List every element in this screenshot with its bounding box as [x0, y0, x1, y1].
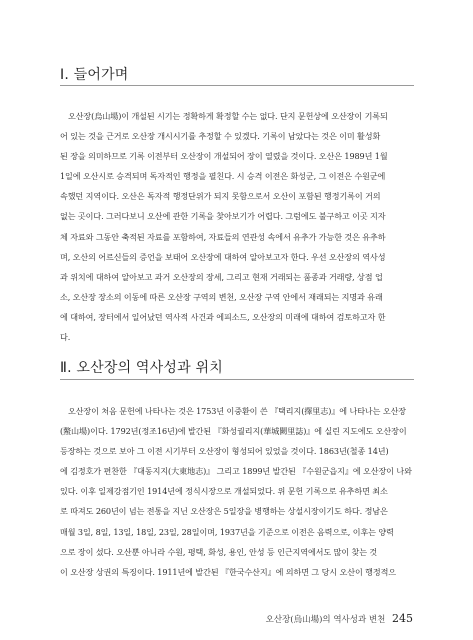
body-line: 이 오산장 상권의 특징이다. 1911년에 발간된 『한국수산지』에 의하면 그 당시 오산이 행정적으: [60, 566, 397, 577]
section-1-rule: [60, 85, 414, 86]
body-line: 에 대하여, 장터에서 일어났던 역사적 사건과 에피소드, 오산장의 미래에 대하여 검토하고자 한: [60, 311, 386, 322]
body-line: 된 장을 의미하므로 기록 이전부터 오산장이 개설되어 장이 열렸을 것이다. 오산은 1989년 1월: [60, 151, 388, 162]
section-1-body: [60, 106, 412, 347]
body-line: 오산장이 처음 문헌에 나타나는 것은 1753년 이중환이 쓴 『택리지(擇里志)』에 나타나는 오산장: [60, 406, 407, 416]
page-footer: [266, 612, 413, 625]
body-line: 으로 장이 섰다. 오산뿐 아니라 수원, 평택, 화성, 용인, 안성 등 인근지역에서도 많이 찾는 것: [60, 546, 378, 557]
body-line: 소, 오산장 장소의 이동에 따른 오산장 구역의 변천, 오산장 구역 안에서 재래되는 지명과 유래: [60, 291, 383, 302]
section-2-title: Ⅱ. 오산장의 역사성과 위치: [60, 360, 223, 376]
body-line: 며, 오산의 어르신들의 증언을 보태어 오산장에 대하여 알아보고자 한다. 우선 오산장의 역사성: [60, 251, 386, 262]
body-line: 속했던 지역이다. 오산은 독자적 행정단위가 되지 못함으로서 오산이 포함된 행정기록이 거의: [60, 191, 381, 202]
body-line: 에 김정호가 편찬한 『대동지지(大東地志)』 그리고 1899년 발간된 『수원군읍지』에 오산장이 나와: [60, 466, 412, 477]
body-line: 다.: [60, 332, 71, 343]
body-line: 없는 곳이다. 그러다보니 오산에 관한 기록을 찾아보기가 어렵다. 그럼에도 불구하고 이곳 지자: [60, 211, 386, 222]
body-line: 있다. 이후 일제강점기인 1914년에 정식시장으로 개설되었다. 위 문헌 기록으로 유추하면 최소: [60, 486, 388, 497]
running-title: 오산장(烏山場)의 역사성과 변천: [265, 615, 386, 625]
body-line: 과 위치에 대하여 알아보고 과거 오산장의 장세, 그리고 현재 거래되는 품종과 거래량, 상점 업: [60, 271, 383, 282]
body-line: 로 따져도 260년이 넘는 전통을 지닌 오산장은 5일장을 병행하는 상설시장이기도 하다. 정남은: [60, 506, 388, 517]
body-line: 어 있는 것을 근거로 오산장 개시시기를 추정할 수 있겠다. 기록이 남았다는 것은 이미 활성화: [60, 131, 381, 142]
body-line: 체 자료와 그동안 축적된 자료를 포함하여, 자료들의 연관성 속에서 유추가 가능한 것은 유추하: [60, 231, 386, 242]
body-line: 매월 3일, 8일, 13일, 18일, 23일, 28일이며, 1937년을 기준으로 이전은 음력으로, 이후는 양력: [60, 526, 394, 537]
body-line: 등장하는 것으로 보아 그 이전 시기부터 오산장이 형성되어 있었을 것이다. 1863년(철종 14년): [60, 446, 389, 457]
body-line: 1일에 오산시로 승격되며 독자적인 행정을 펼친다. 시 승격 이전은 화성군, 그 이전은 수원군에: [60, 171, 386, 182]
section-2-rule: [60, 379, 414, 380]
body-line: 오산장(烏山場)이 개설된 시기는 정확하게 확정할 수는 없다. 단지 문헌상에 오산장이 기록되: [60, 111, 388, 121]
body-line: (鰲山場)이다. 1792년(정조16년)에 발간된 『화성궐리지(華城闕里誌)』에 실린 지도에도 오산장이: [60, 426, 407, 437]
page-number: 245: [392, 612, 413, 625]
section-1-title: Ⅰ. 들어가며: [60, 67, 129, 83]
section-2-body: [60, 401, 412, 582]
